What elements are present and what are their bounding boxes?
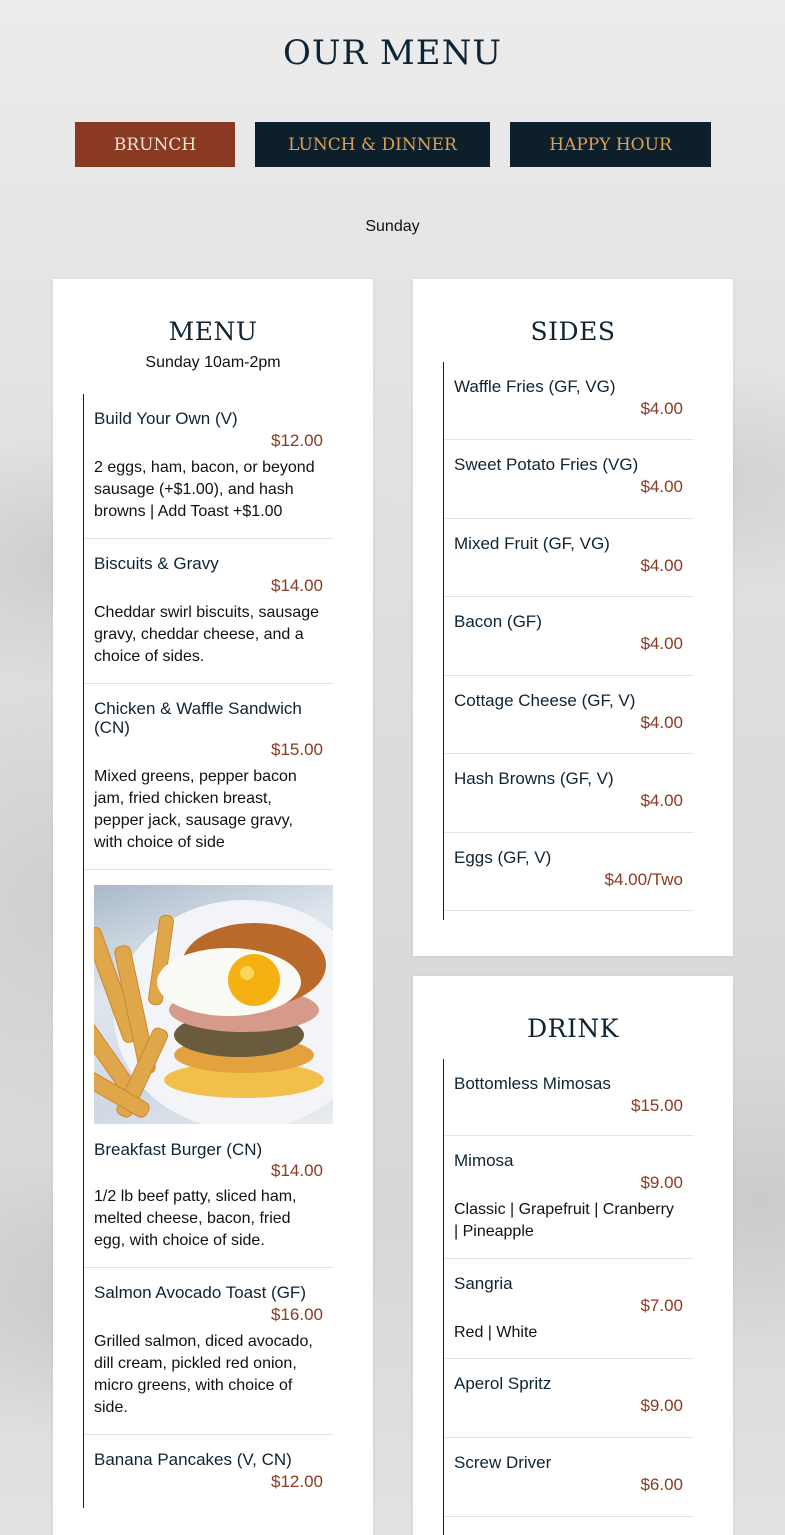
menu-item xyxy=(84,1435,333,1508)
drink-item-price: $6.00 xyxy=(640,1475,683,1494)
drink-item-list xyxy=(443,1059,693,1535)
menu-card-subtitle: Sunday 10am-2pm xyxy=(145,354,281,371)
menu-card xyxy=(53,279,373,1535)
drink-item xyxy=(444,1059,693,1136)
drink-item-name: Screw Driver xyxy=(454,1453,552,1472)
side-item xyxy=(444,519,693,597)
drink-item xyxy=(444,1359,693,1438)
side-item xyxy=(444,754,693,833)
menu-item-price: $16.00 xyxy=(271,1305,323,1324)
menu-item-price: $14.00 xyxy=(271,1161,323,1180)
menu-item xyxy=(84,539,333,684)
side-item xyxy=(444,676,693,754)
menu-item-desc: 2 eggs, ham, bacon, or beyond sausage (+$1.00), and hash browns | Add Toast +$1.00 xyxy=(94,459,315,520)
tab-happy-hour[interactable]: HAPPY HOUR xyxy=(510,122,711,167)
menu-item xyxy=(84,394,333,539)
sides-card xyxy=(413,279,733,956)
page-title: OUR MENU xyxy=(283,33,502,73)
drink-item xyxy=(444,1438,693,1517)
sides-item-list xyxy=(443,362,693,920)
menu-item-name: Biscuits & Gravy xyxy=(94,554,219,573)
menu-item-price: $12.00 xyxy=(271,431,323,450)
drink-item xyxy=(444,1136,693,1259)
menu-item-price: $14.00 xyxy=(271,576,323,595)
side-item xyxy=(444,440,693,519)
menu-item-name: Breakfast Burger (CN) xyxy=(94,1140,263,1159)
drink-item-price: $7.00 xyxy=(640,1296,683,1315)
drink-item-name: Mimosa xyxy=(454,1151,514,1170)
menu-item xyxy=(84,1268,333,1435)
side-item-price: $4.00 xyxy=(640,399,683,418)
menu-item-desc: Mixed greens, pepper bacon jam, fried chicken breast, pepper jack, sausage gravy, with choice of side xyxy=(94,768,297,851)
drink-item-price: $9.00 xyxy=(640,1173,683,1192)
drink-item-name: Sangria xyxy=(454,1274,513,1293)
side-item-price: $4.00 xyxy=(640,634,683,653)
breakfast-burger-photo xyxy=(94,885,333,1124)
menu-item-desc: Cheddar swirl biscuits, sausage gravy, cheddar cheese, and a choice of sides. xyxy=(94,604,319,665)
side-item-price: $4.00 xyxy=(640,713,683,732)
menu-item-desc: 1/2 lb beef patty, sliced ham, melted cheese, bacon, fried egg, with choice of side. xyxy=(94,1188,297,1249)
menu-item-price: $12.00 xyxy=(271,1472,323,1491)
side-item-name: Bacon (GF) xyxy=(454,612,542,631)
menu-item-name: Chicken & Waffle Sandwich (CN) xyxy=(94,699,302,737)
side-item-price: $4.00 xyxy=(640,791,683,810)
drink-item-name: Aperol Spritz xyxy=(454,1374,552,1393)
menu-item xyxy=(84,870,333,1268)
side-item-name: Waffle Fries (GF, VG) xyxy=(454,377,616,396)
day-label: Sunday xyxy=(365,218,420,235)
side-item-price: $4.00/Two xyxy=(604,870,683,889)
menu-item xyxy=(84,684,333,870)
drink-item-desc: Classic | Grapefruit | Cranberry | Pineapple xyxy=(454,1201,674,1240)
drink-item xyxy=(444,1259,693,1359)
menu-card-title: MENU xyxy=(168,317,258,346)
side-item-name: Mixed Fruit (GF, VG) xyxy=(454,534,610,553)
tab-lunch-dinner[interactable]: LUNCH & DINNER xyxy=(255,122,490,167)
menu-item-list xyxy=(83,394,333,1508)
drink-item-price: $15.00 xyxy=(631,1096,683,1115)
drink-card-title: DRINK xyxy=(527,1014,619,1043)
side-item-price: $4.00 xyxy=(640,556,683,575)
drink-card xyxy=(413,976,733,1535)
side-item-name: Cottage Cheese (GF, V) xyxy=(454,691,636,710)
burger-illustration xyxy=(94,885,333,1124)
side-item-price: $4.00 xyxy=(640,477,683,496)
menu-item-desc: Grilled salmon, diced avocado, dill cream, pickled red onion, micro greens, with choice of side. xyxy=(94,1333,313,1416)
drink-item-name: Bottomless Mimosas xyxy=(454,1074,611,1093)
menu-item-name: Build Your Own (V) xyxy=(94,409,238,428)
menu-item-price: $15.00 xyxy=(271,740,323,759)
side-item xyxy=(444,362,693,440)
sides-card-title: SIDES xyxy=(530,317,616,346)
side-item xyxy=(444,833,693,911)
menu-tabs xyxy=(0,122,785,167)
side-item-name: Sweet Potato Fries (VG) xyxy=(454,455,639,474)
menu-item-name: Banana Pancakes (V, CN) xyxy=(94,1450,292,1469)
menu-item-name: Salmon Avocado Toast (GF) xyxy=(94,1283,306,1302)
drink-item-price: $9.00 xyxy=(640,1396,683,1415)
tab-brunch[interactable]: BRUNCH xyxy=(75,122,235,167)
side-item-name: Hash Browns (GF, V) xyxy=(454,769,614,788)
side-item xyxy=(444,597,693,676)
side-item-name: Eggs (GF, V) xyxy=(454,848,552,867)
drink-item-desc: Red | White xyxy=(454,1324,538,1341)
